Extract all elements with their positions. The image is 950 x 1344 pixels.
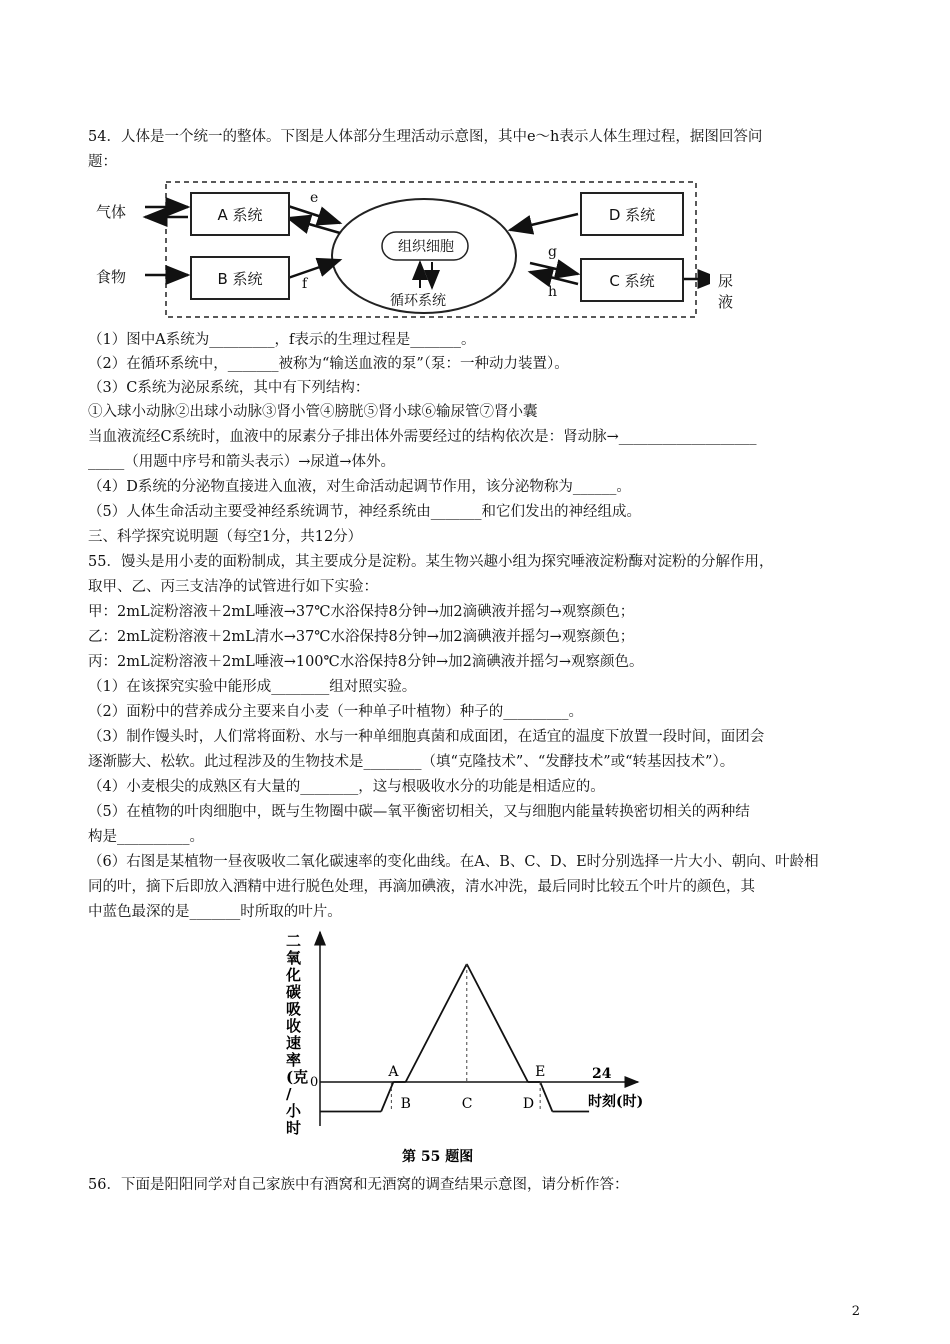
q56-intro: 56．下面是阳阳同学对自己家族中有酒窝和无酒窝的调查结果示意图，请分析作答： — [88, 1177, 629, 1193]
zero-label: 0 — [310, 1075, 319, 1090]
y-axis-label-char: 碳 — [286, 983, 302, 1001]
q55-tube-yi: 乙：2mL淀粉溶液＋2mL清水→37℃水浴保持8分钟→加2滴碘液并摇匀→观察颜色； — [88, 629, 635, 645]
x-tick-24: 24 — [592, 1066, 612, 1082]
point-label-E: E — [535, 1064, 546, 1080]
system-b-box: B 系统 — [190, 256, 290, 300]
process-e-label: e — [310, 190, 319, 206]
process-h-label: h — [548, 284, 558, 300]
q55-sub1: （1）在该探究实验中能形成________组对照实验。 — [88, 679, 417, 695]
y-axis-label-char: 率 — [286, 1051, 302, 1069]
q55-sub5-line2: 构是__________。 — [88, 829, 204, 845]
q55-tube-bing: 丙：2mL淀粉溶液＋2mL唾液→100℃水浴保持8分钟→加2滴碘液并摇匀→观察颜色。 — [88, 654, 644, 670]
q54-sub3: （3）C系统为泌尿系统，其中有下列结构： — [88, 380, 370, 396]
y-axis-label-char: (克 — [286, 1068, 309, 1086]
q55-tube-jia: 甲：2mL淀粉溶液＋2mL唾液→37℃水浴保持8分钟→加2滴碘液并摇匀→观察颜色； — [88, 604, 635, 620]
gas-label: 气体 — [96, 203, 127, 221]
q54-sub4: （4）D系统的分泌物直接进入血液，对生命活动起调节作用，该分泌物称为______。 — [88, 479, 631, 495]
q55-sub3-line2: 逐渐膨大、松软。此过程涉及的生物技术是________（填“克隆技术”、“发酵技术”或“转基因技术”）。 — [88, 754, 735, 770]
point-label-B: B — [400, 1096, 411, 1112]
q54-structure-list: ①入球小动脉②出球小动脉③肾小管④膀胱⑤肾小球⑥输尿管⑦肾小囊 — [88, 404, 538, 420]
q55-intro-line2: 取甲、乙、丙三支洁净的试管进行如下实验： — [88, 579, 378, 595]
y-axis-label-char: 二 — [286, 932, 302, 950]
y-axis-label-char: 收 — [286, 1017, 302, 1035]
point-label-C: C — [461, 1096, 473, 1112]
circulation-label: 循环系统 — [390, 293, 446, 309]
food-label: 食物 — [96, 268, 127, 286]
physiology-diagram — [90, 178, 734, 328]
q55-sub6-line2: 同的叶，摘下后即放入酒精中进行脱色处理，再滴加碘液，清水冲洗，最后同时比较五个叶片的颜色，其 — [88, 879, 755, 895]
co2-absorption-chart — [280, 928, 660, 1168]
y-axis-label-char: 氧 — [286, 949, 302, 967]
point-label-D: D — [522, 1096, 535, 1112]
curve-segment — [540, 1082, 552, 1112]
tissue-cell-label: 组织细胞 — [398, 239, 454, 255]
chart-title: 第 55 题图 — [402, 1149, 474, 1165]
y-axis-label-char: 化 — [286, 966, 302, 984]
y-axis-label-char: 速 — [286, 1034, 302, 1052]
system-a-box: A 系统 — [190, 192, 290, 236]
q54-sub1: （1）图中A系统为_________，f表示的生理过程是_______。 — [88, 332, 476, 348]
q54-sub5: （5）人体生命活动主要受神经系统调节，神经系统由_______和它们发出的神经组成。 — [88, 504, 641, 520]
q54-intro-line1: 54．人体是一个统一的整体。下图是人体部分生理活动示意图，其中e～h表示人体生理过程，据图回答问 — [88, 129, 763, 145]
x-axis-label: 时刻(时) — [588, 1094, 644, 1110]
chart-svg — [280, 928, 660, 1168]
q55-sub2: （2）面粉中的营养成分主要来自小麦（一种单子叶植物）种子的_________。 — [88, 704, 583, 720]
curve-segment — [406, 964, 467, 1082]
system-d-box: D 系统 — [580, 192, 684, 236]
page-number: 2 — [851, 1304, 860, 1319]
urine-label: 尿液 — [718, 272, 734, 311]
system-c-box: C 系统 — [580, 258, 684, 302]
process-g-label: g — [548, 244, 557, 260]
y-axis-label-char: / — [286, 1085, 292, 1103]
process-f-label: f — [302, 276, 308, 292]
q55-sub4: （4）小麦根尖的成熟区有大量的________，这与根吸收水分的功能是相适应的。 — [88, 779, 605, 795]
q55-sub6-line1: （6）右图是某植物一昼夜吸收二氧化碳速率的变化曲线。在A、B、C、D、E时分别选择一片大小、朝向、叶龄相 — [88, 854, 819, 870]
section-3-heading: 三、科学探究说明题（每空1分，共12分） — [88, 529, 363, 545]
q54-intro-line2: 题： — [88, 154, 117, 170]
point-label-A: A — [388, 1064, 399, 1080]
y-axis-label-char: 吸 — [286, 1000, 302, 1018]
curve-segment — [467, 964, 528, 1082]
q55-sub3-line1: （3）制作馒头时，人们常将面粉、水与一种单细胞真菌和成面团，在适宜的温度下放置一段时间，面团会 — [88, 729, 765, 745]
q55-sub6-line3: 中蓝色最深的是_______时所取的叶片。 — [88, 904, 342, 920]
y-axis-label-char: 小 — [286, 1102, 302, 1120]
q54-sub2: （2）在循环系统中，_______被称为“输送血液的泵”（泵：一种动力装置）。 — [88, 356, 569, 372]
y-axis-label-char: 时 — [286, 1119, 302, 1137]
q54-sub3-line1: 当血液流经C系统时，血液中的尿素分子排出体外需要经过的结构依次是：肾动脉→___________________ — [88, 429, 757, 445]
q55-intro-line1: 55．馒头是用小麦的面粉制成，其主要成分是淀粉。某生物兴趣小组为探究唾液淀粉酶对淀粉的分解作用， — [88, 554, 774, 570]
q54-sub3-line2: _____（用题中序号和箭头表示）→尿道→体外。 — [88, 454, 396, 470]
q55-sub5-line1: （5）在植物的叶肉细胞中，既与生物圈中碳—氧平衡密切相关，又与细胞内能量转换密切相关的两种结 — [88, 804, 750, 820]
